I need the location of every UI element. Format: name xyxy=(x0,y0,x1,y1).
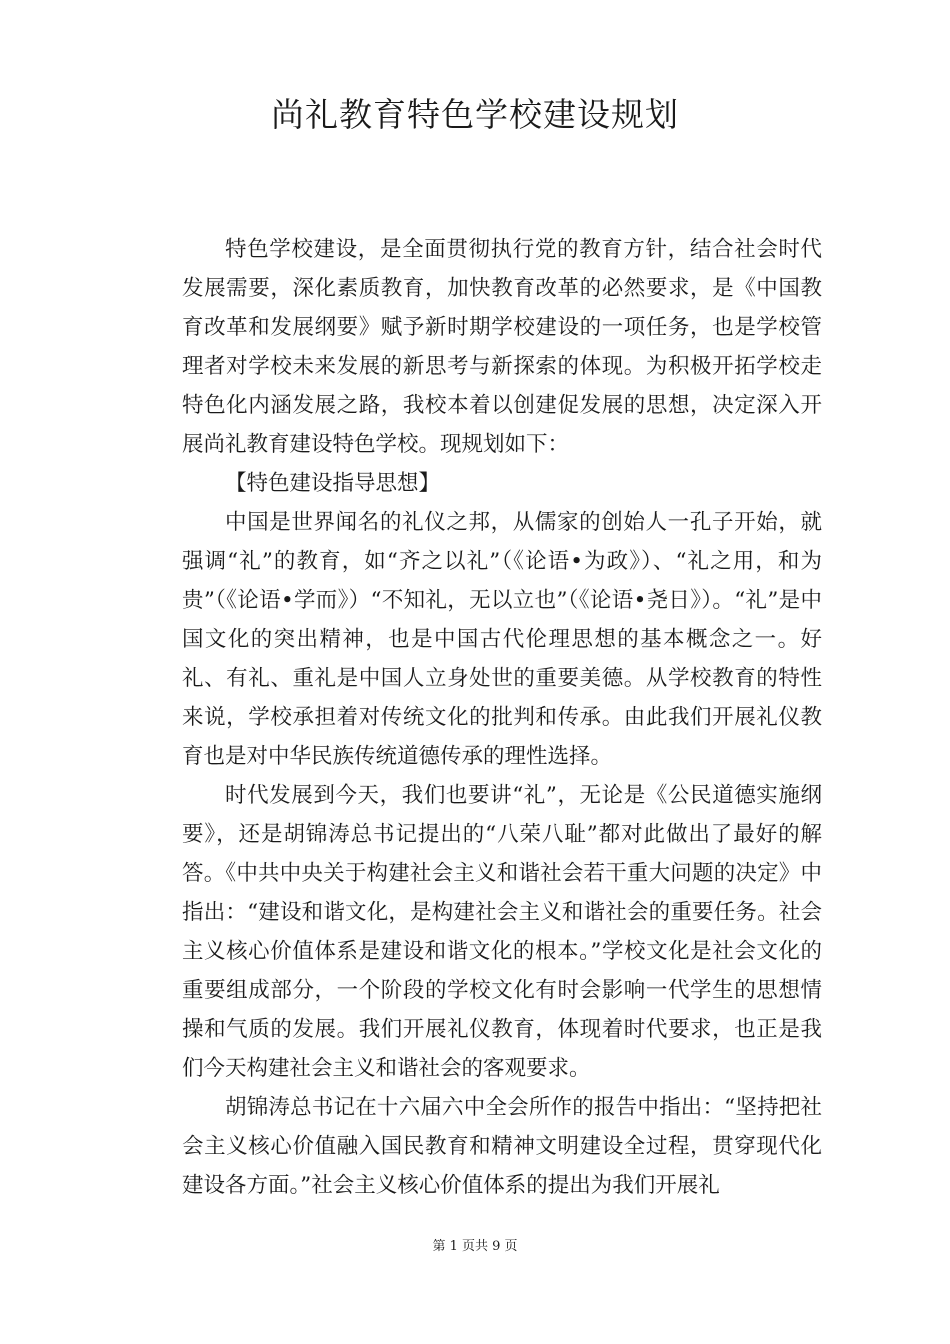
document-body xyxy=(182,230,822,1205)
paragraph-etiquette-tradition: 中国是世界闻名的礼仪之邦，从儒家的创始人一孔子开始，就强调“礼”的教育，如“齐之以礼”（《论语•为政》）、“礼之用，和为贵”（《论语•学而》）“不知礼，无以立也”（《论语•尧日》）。“礼”是中国文化的突出精神，也是中国古代伦理思想的基本概念之一。好礼、有礼、重礼是中国人立身处世的重要美德。从学校教育的特性来说，学校承担着对传统文化的批判和传承。由此我们开展礼仪教育也是对中华民族传统道德传承的理性选择。 xyxy=(182,510,822,769)
page-footer: 第 1 页共 9 页 xyxy=(432,1239,518,1254)
section-heading-guiding-thought: 【特色建设指导思想】 xyxy=(225,471,441,496)
paragraph-core-values: 胡锦涛总书记在十六届六中全会所作的报告中指出：“坚持把社会主义核心价值融入国民教育和精神文明建设全过程，贯穿现代化建设各方面。”社会主义核心价值体系的提出为我们开展礼 xyxy=(182,1095,822,1198)
paragraph-modern-era: 时代发展到今天，我们也要讲“礼”，无论是《公民道德实施纲要》，还是胡锦涛总书记提出的“八荣八耻”都对此做出了最好的解答。《中共中央关于构建社会主义和谐社会若干重大问题的决定》中指出：“建设和谐文化，是构建社会主义和谐社会的重要任务。社会主义核心价值体系是建设和谐文化的根本。”学校文化是社会文化的重要组成部分，一个阶段的学校文化有时会影响一代学生的思想情操和气质的发展。我们开展礼仪教育，体现着时代要求，也正是我们今天构建社会主义和谐社会的客观要求。 xyxy=(182,783,822,1081)
paragraph-intro: 特色学校建设，是全面贯彻执行党的教育方针，结合社会时代发展需要，深化素质教育，加快教育改革的必然要求，是《中国教育改革和发展纲要》赋予新时期学校建设的一项任务，也是学校管理者对学校未来发展的新思考与新探索的体现。为积极开拓学校走特色化内涵发展之路，我校本着以创建促发展的思想，决定深入开展尚礼教育建设特色学校。现规划如下： xyxy=(182,237,822,457)
document-title: 尚礼教育特色学校建设规划 xyxy=(271,95,679,134)
